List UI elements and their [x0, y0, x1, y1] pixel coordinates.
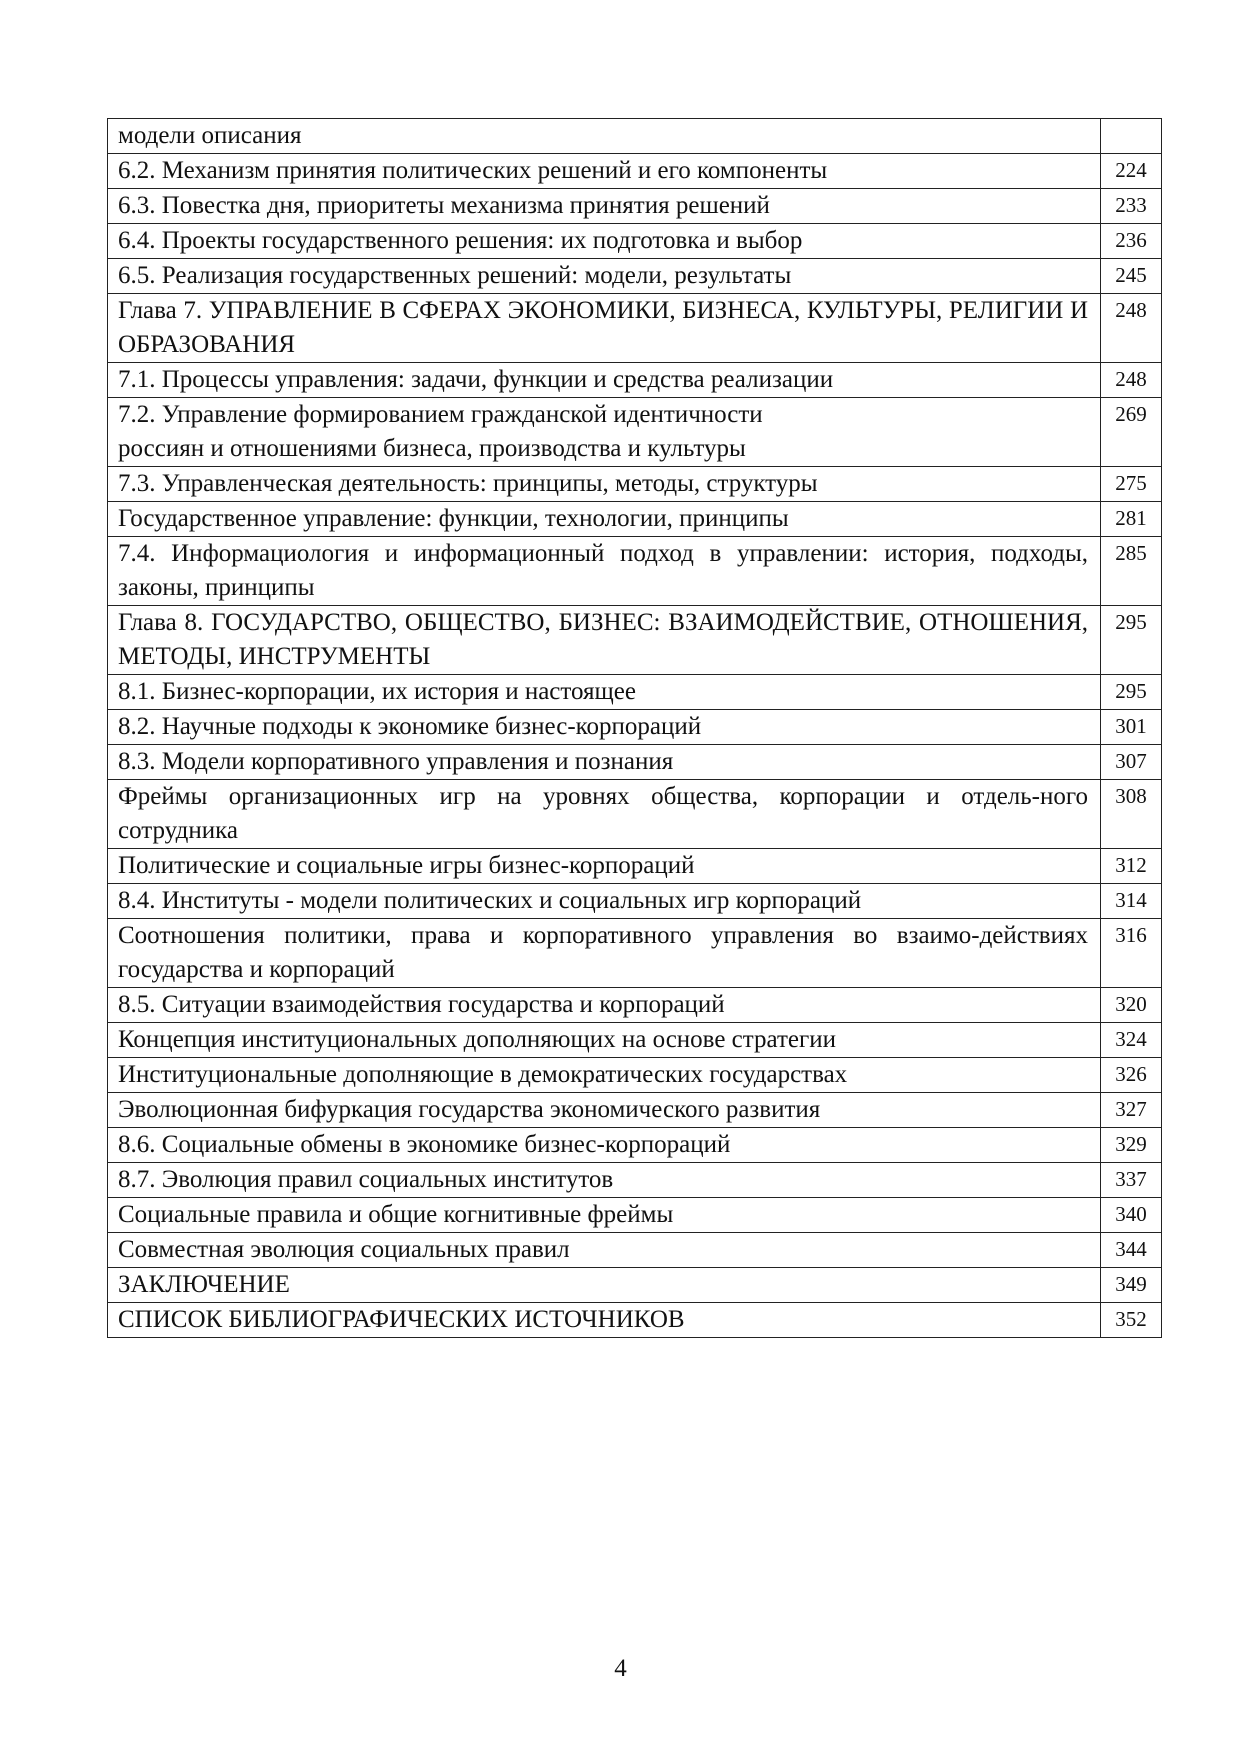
toc-entry-page: 224: [1101, 154, 1162, 189]
toc-entry-title: 8.4. Институты - модели политических и социальных игр корпораций: [108, 884, 1101, 919]
toc-entry-page: 269: [1101, 398, 1162, 467]
toc-row: [108, 502, 1162, 537]
toc-row: [108, 154, 1162, 189]
toc-entry-title: 7.4. Информациология и информационный подход в управлении: история, подходы, законы, принципы: [108, 537, 1101, 606]
toc-row: [108, 1093, 1162, 1128]
toc-row: [108, 1163, 1162, 1198]
toc-entry-page: 316: [1101, 919, 1162, 988]
toc-entry-title: Социальные правила и общие когнитивные фреймы: [108, 1198, 1101, 1233]
toc-entry-title: 8.6. Социальные обмены в экономике бизнес-корпораций: [108, 1128, 1101, 1163]
toc-entry-page: 337: [1101, 1163, 1162, 1198]
toc-row: [108, 745, 1162, 780]
toc-entry-page: 326: [1101, 1058, 1162, 1093]
toc-row-chapter: [108, 606, 1162, 675]
toc-row-chapter: [108, 294, 1162, 363]
toc-row: [108, 1233, 1162, 1268]
toc-row: [108, 884, 1162, 919]
toc-entry-page: 275: [1101, 467, 1162, 502]
toc-entry-page: 248: [1101, 363, 1162, 398]
toc-entry-title: Глава 7. УПРАВЛЕНИЕ В СФЕРАХ ЭКОНОМИКИ, БИЗНЕСА, КУЛЬТУРЫ, РЕЛИГИИ И ОБРАЗОВАНИЯ: [108, 294, 1101, 363]
toc-entry-page: 314: [1101, 884, 1162, 919]
toc-entry-title: Государственное управление: функции, технологии, принципы: [108, 502, 1101, 537]
toc-row: [108, 1058, 1162, 1093]
toc-row: [108, 710, 1162, 745]
toc-entry-page: 344: [1101, 1233, 1162, 1268]
toc-row: [108, 1128, 1162, 1163]
toc-row: [108, 1198, 1162, 1233]
toc-row: [108, 537, 1162, 606]
toc-row: [108, 224, 1162, 259]
toc-row: [108, 119, 1162, 154]
toc-entry-title: 7.3. Управленческая деятельность: принципы, методы, структуры: [108, 467, 1101, 502]
toc-entry-title: СПИСОК БИБЛИОГРАФИЧЕСКИХ ИСТОЧНИКОВ: [108, 1303, 1101, 1338]
toc-entry-title: 8.5. Ситуации взаимодействия государства и корпораций: [108, 988, 1101, 1023]
toc-entry-page: [1101, 119, 1162, 154]
toc-entry-title: 8.2. Научные подходы к экономике бизнес-корпораций: [108, 710, 1101, 745]
toc-entry-page: 349: [1101, 1268, 1162, 1303]
toc-entry-page: 233: [1101, 189, 1162, 224]
toc-entry-page: 352: [1101, 1303, 1162, 1338]
toc-entry-page: 329: [1101, 1128, 1162, 1163]
toc-entry-page: 340: [1101, 1198, 1162, 1233]
toc-entry-title: Концепция институциональных дополняющих на основе стратегии: [108, 1023, 1101, 1058]
toc-row: [108, 780, 1162, 849]
toc-entry-title: 8.1. Бизнес-корпорации, их история и настоящее: [108, 675, 1101, 710]
toc-row: [108, 1303, 1162, 1338]
toc-entry-title: 8.7. Эволюция правил социальных институтов: [108, 1163, 1101, 1198]
toc-row: [108, 363, 1162, 398]
toc-entry-page: 308: [1101, 780, 1162, 849]
toc-entry-page: 327: [1101, 1093, 1162, 1128]
toc-entry-title: Институциональные дополняющие в демократических государствах: [108, 1058, 1101, 1093]
toc-entry-title: модели описания: [108, 119, 1101, 154]
toc-entry-page: 301: [1101, 710, 1162, 745]
toc-entry-page: 281: [1101, 502, 1162, 537]
toc-table: [107, 118, 1162, 1338]
toc-entry-title: 8.3. Модели корпоративного управления и познания: [108, 745, 1101, 780]
toc-row: [108, 988, 1162, 1023]
toc-entry-page: 320: [1101, 988, 1162, 1023]
toc-row: [108, 675, 1162, 710]
toc-row: [108, 398, 1162, 467]
toc-entry-title: Соотношения политики, права и корпоративного управления во взаимо-действиях государства и корпораций: [108, 919, 1101, 988]
toc-row: [108, 1268, 1162, 1303]
toc-row: [108, 189, 1162, 224]
toc-row: [108, 259, 1162, 294]
toc-entry-title: 6.4. Проекты государственного решения: их подготовка и выбор: [108, 224, 1101, 259]
toc-entry-title: ЗАКЛЮЧЕНИЕ: [108, 1268, 1101, 1303]
toc-entry-title-line1: 7.2. Управление формированием гражданской идентичности: [118, 401, 763, 428]
toc-row: [108, 467, 1162, 502]
toc-entry-title: Эволюционная бифуркация государства экономического развития: [108, 1093, 1101, 1128]
toc-entry-title: Совместная эволюция социальных правил: [108, 1233, 1101, 1268]
toc-row: [108, 919, 1162, 988]
toc-row: [108, 849, 1162, 884]
toc-entry-title: 7.1. Процессы управления: задачи, функции и средства реализации: [108, 363, 1101, 398]
toc-entry-title: 6.3. Повестка дня, приоритеты механизма принятия решений: [108, 189, 1101, 224]
toc-entry-page: 312: [1101, 849, 1162, 884]
toc-entry-title: Политические и социальные игры бизнес-корпораций: [108, 849, 1101, 884]
toc-row: [108, 1023, 1162, 1058]
toc-entry-page: 295: [1101, 606, 1162, 675]
toc-entry-page: 285: [1101, 537, 1162, 606]
toc-entry-title: Глава 8. ГОСУДАРСТВО, ОБЩЕСТВО, БИЗНЕС: ВЗАИМОДЕЙСТВИЕ, ОТНОШЕНИЯ, МЕТОДЫ, ИНСТРУМЕНТЫ: [108, 606, 1101, 675]
toc-entry-title: [108, 398, 1101, 467]
toc-entry-page: 295: [1101, 675, 1162, 710]
toc-entry-page: 307: [1101, 745, 1162, 780]
toc-entry-title-line2: россиян и отношениями бизнеса, производства и культуры: [118, 435, 746, 462]
toc-entry-page: 236: [1101, 224, 1162, 259]
page-number: 4: [614, 1655, 627, 1682]
toc-entry-title: 6.5. Реализация государственных решений: модели, результаты: [108, 259, 1101, 294]
toc-entry-page: 245: [1101, 259, 1162, 294]
toc-entry-page: 248: [1101, 294, 1162, 363]
toc-entry-title: Фреймы организационных игр на уровнях общества, корпорации и отдель-ного сотрудника: [108, 780, 1101, 849]
toc-entry-title: 6.2. Механизм принятия политических решений и его компоненты: [108, 154, 1101, 189]
toc-entry-page: 324: [1101, 1023, 1162, 1058]
